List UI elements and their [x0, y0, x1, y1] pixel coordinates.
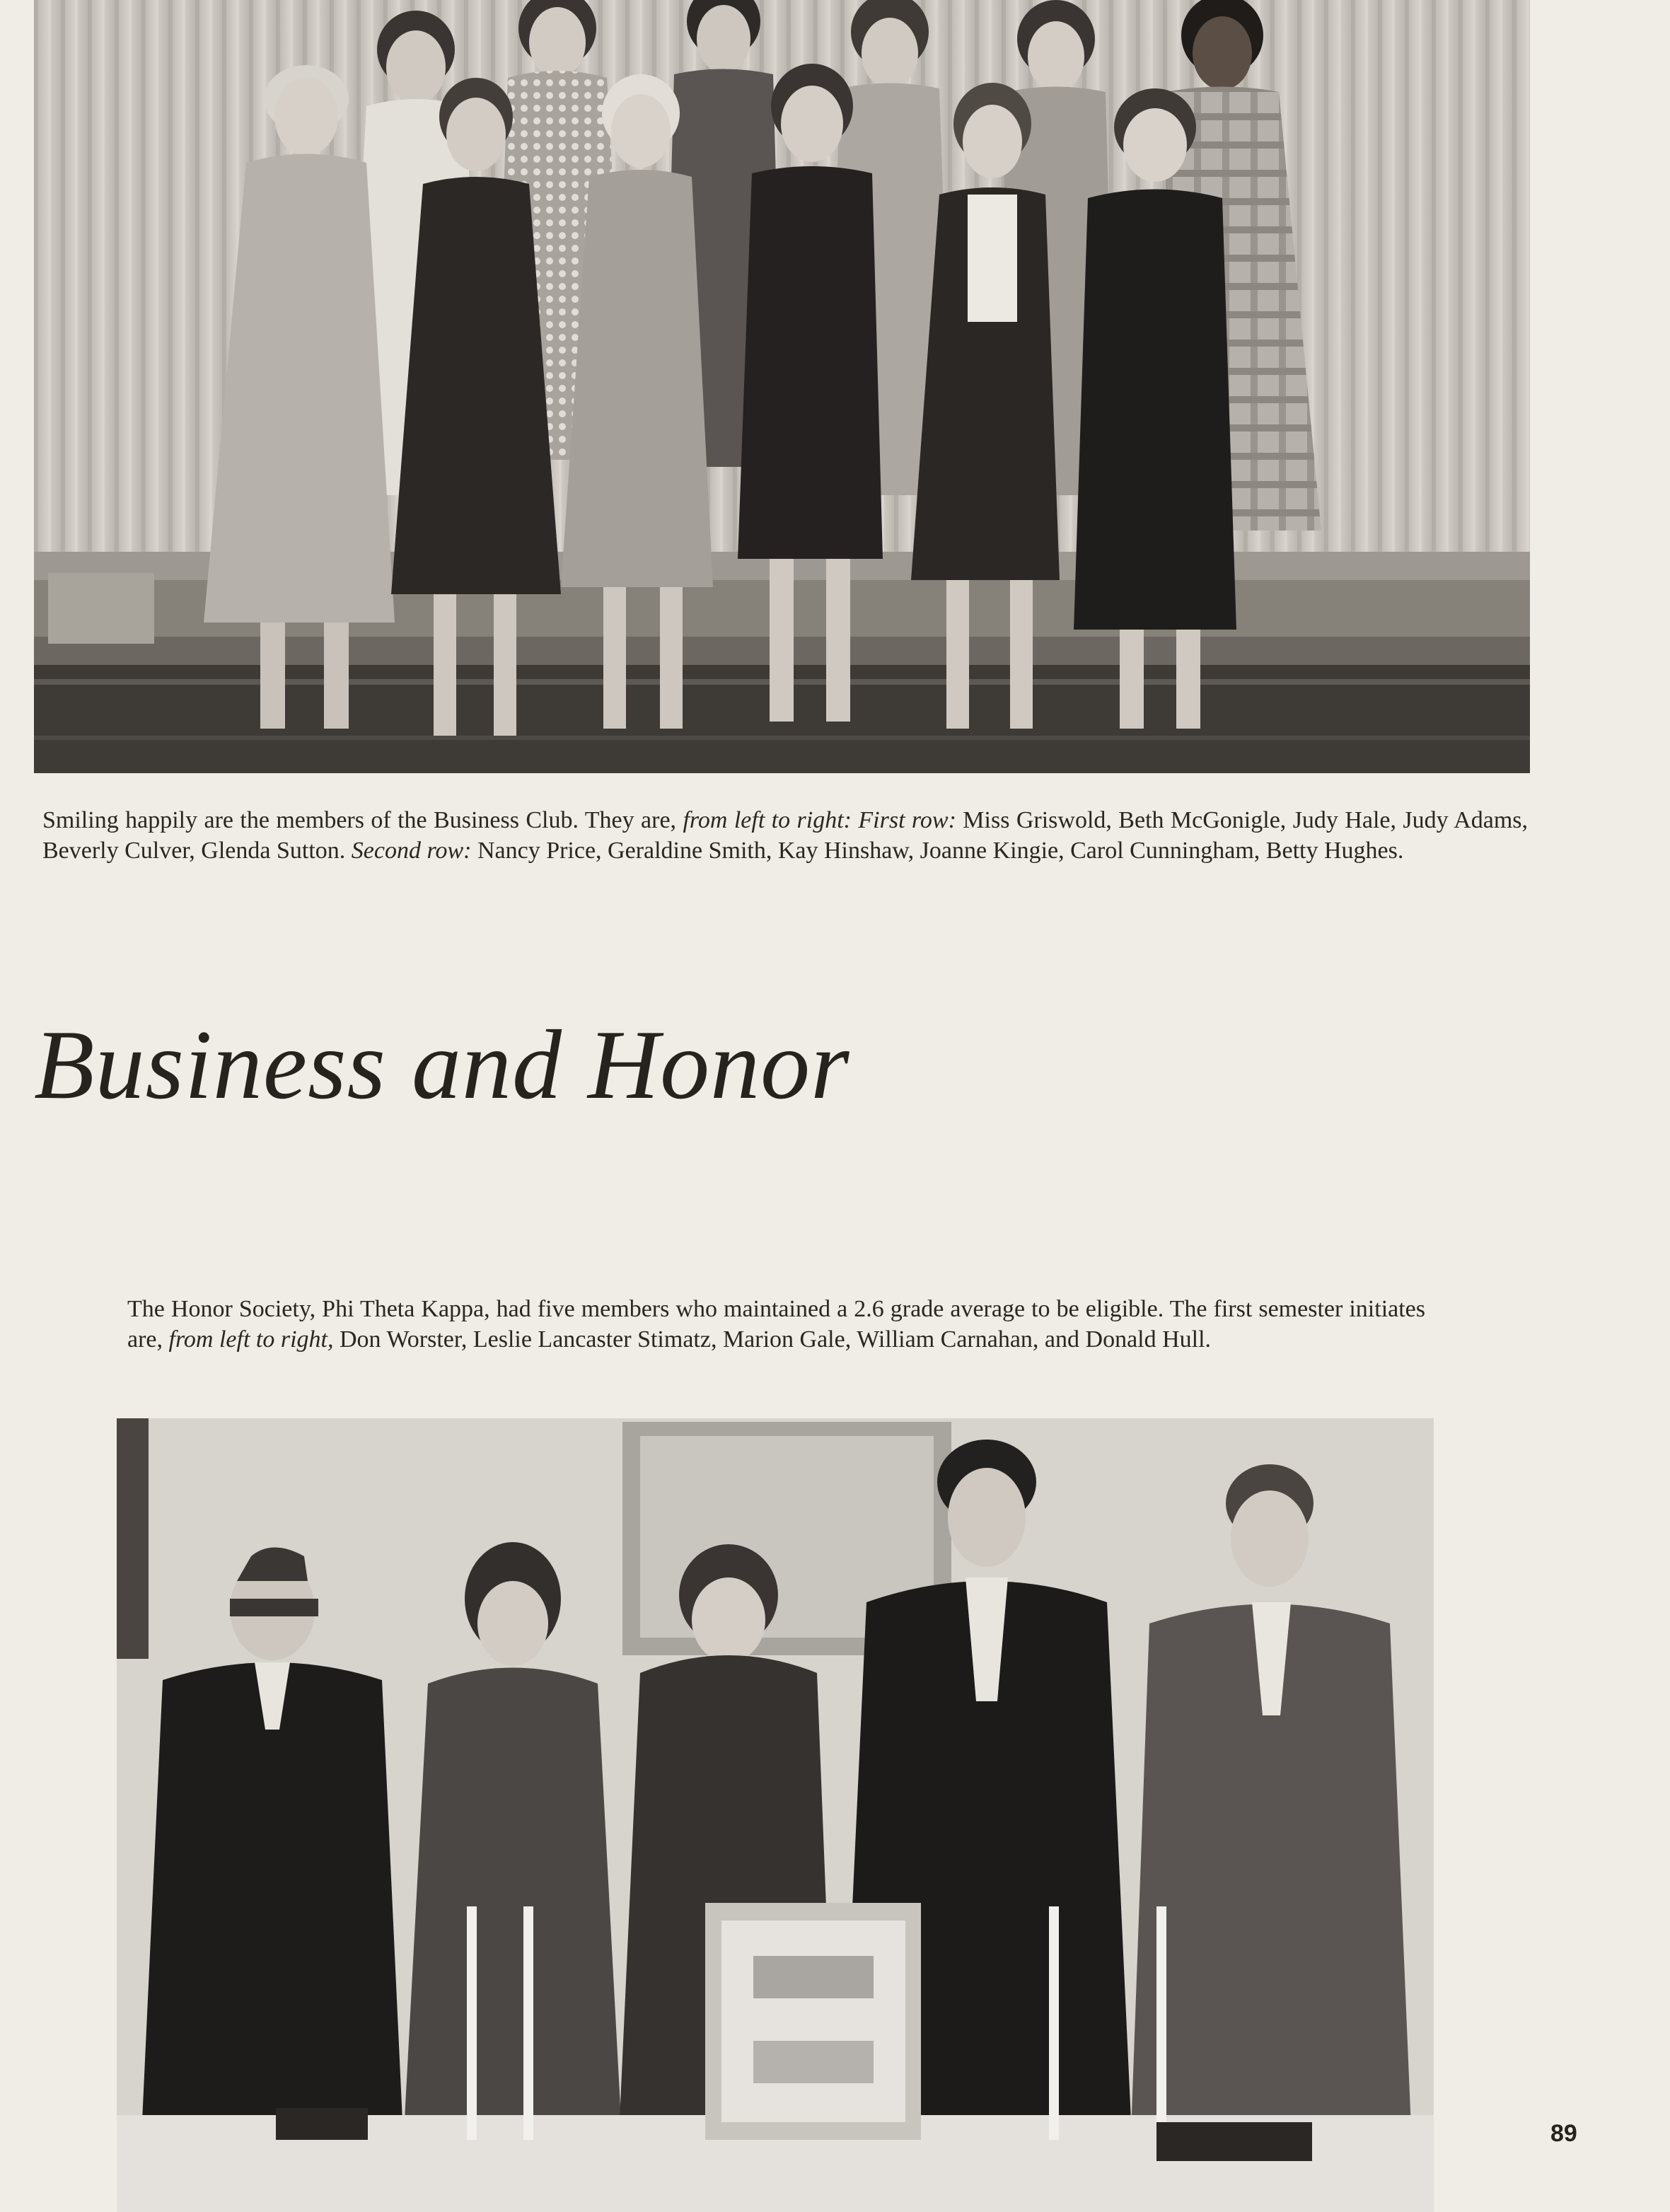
- caption-row2-names: Nancy Price, Geraldine Smith, Kay Hinshaw, Joanne Kingie, Carol Cunningham, Betty Hughes.: [477, 838, 1404, 864]
- caption-text: The Honor Society, Phi Theta Kappa, had five members who maintained a 2.6 grade average to be eligible. The first semester initiates are,: [127, 1296, 1425, 1353]
- honor-society-photo: [117, 1418, 1434, 2212]
- caption-text: Smiling happily are the members of the Business Club. They are,: [42, 807, 683, 833]
- caption-direction: from left to right:: [683, 807, 859, 833]
- caption-row1-names: Miss Griswold, Beth McGonigle, Judy Hale, Judy Adams, Beverly Culver, Glenda Sutton.: [42, 807, 1528, 864]
- honor-society-caption: [127, 1294, 1425, 1355]
- honor-society-photo-image: [117, 1418, 1434, 2212]
- caption-direction: from left to right,: [168, 1326, 334, 1353]
- page-number: 89: [1550, 2120, 1577, 2147]
- caption-names: Don Worster, Leslie Lancaster Stimatz, Marion Gale, William Carnahan, and Donald Hull.: [333, 1326, 1212, 1353]
- business-club-photo: [34, 0, 1530, 773]
- caption-row2-label: Second row:: [351, 838, 477, 864]
- caption-row1-label: First row:: [858, 807, 963, 833]
- business-club-caption: [42, 805, 1528, 866]
- section-heading: Business and Honor: [34, 1010, 850, 1120]
- business-club-photo-image: [34, 0, 1530, 773]
